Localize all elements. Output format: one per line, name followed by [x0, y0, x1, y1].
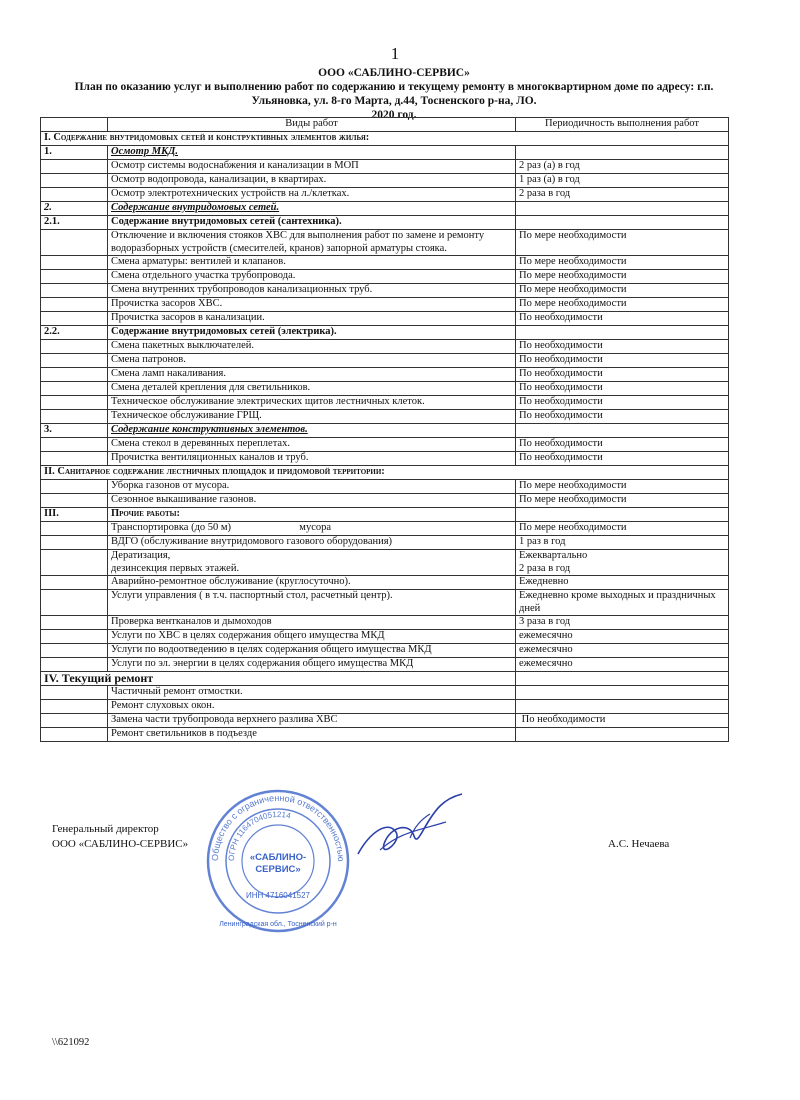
- work-cell: Уборка газонов от мусора.: [108, 480, 516, 494]
- work-cell: Услуги по эл. энергии в целях содержания общего имущества МКД: [108, 658, 516, 672]
- table-row: [41, 368, 729, 382]
- section-row: [41, 672, 729, 686]
- stamp-ogrn: ОГРН 1164704051214: [226, 809, 292, 862]
- work-cell: Смена деталей крепления для светильников.: [108, 382, 516, 396]
- period-cell: По мере необходимости: [516, 522, 729, 536]
- period-cell: Ежедневно: [516, 576, 729, 590]
- work-cell: Смена патронов.: [108, 354, 516, 368]
- period-cell: 2 раз (а) в год: [516, 160, 729, 174]
- signatory-title-line1: Генеральный директор: [52, 823, 159, 835]
- table-row: [41, 576, 729, 590]
- table-row: [41, 410, 729, 424]
- period-cell: По мере необходимости: [516, 230, 729, 256]
- work-cell: Услуги управления ( в т.ч. паспортный стол, расчетный центр).: [108, 590, 516, 616]
- period-cell: По необходимости: [516, 340, 729, 354]
- period-cell: По мере необходимости: [516, 298, 729, 312]
- work-cell: Услуги по водоотведению в целях содержания общего имущества МКД: [108, 644, 516, 658]
- table-row: [41, 590, 729, 616]
- period-cell: По необходимости: [516, 714, 729, 728]
- period-cell: 2 раза в год: [516, 188, 729, 202]
- period-cell: Ежедневно кроме выходных и праздничных дней: [516, 590, 729, 616]
- company-title: ООО «САБЛИНО-СЕРВИС»: [318, 67, 470, 79]
- work-cell: Смена пакетных выключателей.: [108, 340, 516, 354]
- period-cell: По необходимости: [516, 410, 729, 424]
- work-cell: Осмотр электротехнических устройств на л./клетках.: [108, 188, 516, 202]
- work-cell: ВДГО (обслуживание внутридомового газового оборудования): [108, 536, 516, 550]
- work-cell: Осмотр водопровода, канализации, в квартирах.: [108, 174, 516, 188]
- handwritten-signature: [350, 792, 470, 872]
- row-number: III.: [41, 508, 108, 522]
- period-cell: По мере необходимости: [516, 256, 729, 270]
- plan-title-line1: План по оказанию услуг и выполнению работ по содержанию и текущему ремонту в многоквартирном доме по адресу: г.п.: [74, 81, 714, 93]
- work-cell: Аварийно-ремонтное обслуживание (круглосуточно).: [108, 576, 516, 590]
- subsection-title: Содержание внутридомовых сетей.: [108, 202, 516, 216]
- table-row: [41, 256, 729, 270]
- stamp-center-line2: СЕРВИС»: [255, 864, 301, 875]
- table-header-row: [41, 118, 729, 132]
- table-row: [41, 616, 729, 630]
- period-cell: [516, 728, 729, 742]
- period-cell: По мере необходимости: [516, 284, 729, 298]
- table-row: [41, 438, 729, 452]
- period-cell: 3 раза в год: [516, 616, 729, 630]
- table-row: [41, 522, 729, 536]
- table-row: [41, 298, 729, 312]
- work-cell: Смена ламп накаливания.: [108, 368, 516, 382]
- stamp-center-line1: «САБЛИНО-: [249, 852, 307, 863]
- signatory-title-line2: ООО «САБЛИНО-СЕРВИС»: [52, 838, 189, 850]
- table-row: [41, 728, 729, 742]
- subsection-title: Содержание внутридомовых сетей (электрика).: [108, 326, 516, 340]
- table-row: [41, 312, 729, 326]
- table-row: [41, 550, 729, 576]
- period-cell: По необходимости: [516, 368, 729, 382]
- period-cell: ежемесячно: [516, 658, 729, 672]
- work-cell: Техническое обслуживание электрических щитов лестничных клеток.: [108, 396, 516, 410]
- period-cell: 1 раз (а) в год: [516, 174, 729, 188]
- table-row: [41, 480, 729, 494]
- table-row: [41, 700, 729, 714]
- work-cell: Ремонт светильников в подъезде: [108, 728, 516, 742]
- table-row: [41, 644, 729, 658]
- table-row: [41, 340, 729, 354]
- period-line: 2 раза в год: [519, 562, 571, 574]
- section-row: [41, 132, 729, 146]
- period-cell: По необходимости: [516, 438, 729, 452]
- work-cell: Транспортировка (до 50 м) мусора: [108, 522, 516, 536]
- stamp-ring-text: Общество с ограниченной ответственностью: [209, 792, 347, 862]
- work-cell: Ремонт слуховых окон.: [108, 700, 516, 714]
- period-cell: [516, 550, 729, 576]
- period-cell: 1 раз в год: [516, 536, 729, 550]
- row-number: 2.: [41, 202, 108, 216]
- signatory-title: [52, 822, 188, 852]
- period-cell: [516, 686, 729, 700]
- work-cell: Смена стекол в деревянных переплетах.: [108, 438, 516, 452]
- section-row: [41, 466, 729, 480]
- works-plan-table: [40, 117, 729, 742]
- subsection-row: [41, 326, 729, 340]
- period-cell: ежемесячно: [516, 630, 729, 644]
- period-cell: По необходимости: [516, 312, 729, 326]
- subsection-title: Содержание внутридомовых сетей (сантехника).: [108, 216, 516, 230]
- table-row: [41, 354, 729, 368]
- subsection-title: Содержание конструктивных элементов.: [108, 424, 516, 438]
- stamp-inn: ИНН 4716041527: [245, 891, 311, 900]
- period-cell: По мере необходимости: [516, 480, 729, 494]
- work-cell: Прочистка засоров в канализации.: [108, 312, 516, 326]
- row-number: 2.1.: [41, 216, 108, 230]
- plan-year: 2020 год.: [371, 109, 417, 121]
- section-2-title: II. Санитарное содержание лестничных площадок и придомовой территории:: [41, 466, 729, 480]
- work-cell: Услуги по ХВС в целях содержания общего имущества МКД: [108, 630, 516, 644]
- stamp-region: Ленинградская обл., Тосненский р-н: [219, 921, 337, 928]
- row-number: 1.: [41, 146, 108, 160]
- work-cell: Частичный ремонт отмостки.: [108, 686, 516, 700]
- company-stamp: [203, 786, 353, 936]
- table-row: [41, 174, 729, 188]
- section-row: [41, 508, 729, 522]
- subsection-row: [41, 146, 729, 160]
- table-row: [41, 382, 729, 396]
- table-row: [41, 714, 729, 728]
- work-line: Дератизация,: [111, 550, 171, 561]
- section-3-title: Прочие работы:: [108, 508, 516, 522]
- row-number: 2.2.: [41, 326, 108, 340]
- period-cell: По мере необходимости: [516, 270, 729, 284]
- section-4-title: IV. Текущий ремонт: [41, 672, 516, 686]
- section-1-title: I. Содержание внутридомовых сетей и конструктивных элементов жилья:: [41, 132, 729, 146]
- table-row: [41, 686, 729, 700]
- table-row: [41, 396, 729, 410]
- table-row: [41, 188, 729, 202]
- table-row: [41, 630, 729, 644]
- subsection-title: Осмотр МКД.: [108, 146, 516, 160]
- work-cell: Смена арматуры: вентилей и клапанов.: [108, 256, 516, 270]
- subsection-row: [41, 202, 729, 216]
- table-row: [41, 494, 729, 508]
- period-cell: По необходимости: [516, 396, 729, 410]
- table-row: [41, 270, 729, 284]
- work-cell: Проверка вентканалов и дымоходов: [108, 616, 516, 630]
- signatory-name: А.С. Нечаева: [608, 838, 670, 850]
- work-cell: Сезонное выкашивание газонов.: [108, 494, 516, 508]
- work-cell: Смена отдельного участка трубопровода.: [108, 270, 516, 284]
- period-line: Ежеквартально: [519, 550, 588, 561]
- work-cell: Прочистка засоров ХВС.: [108, 298, 516, 312]
- row-number: 3.: [41, 424, 108, 438]
- period-cell: [516, 700, 729, 714]
- table-row: [41, 230, 729, 256]
- work-cell: Техническое обслуживание ГРЩ.: [108, 410, 516, 424]
- work-cell: Замена части трубопровода верхнего разлива ХВС: [108, 714, 516, 728]
- work-cell: Отключение и включения стояков ХВС для выполнения работ по замене и ремонту водоразборных устройств (смесителей, кранов) запорной арматуры стояка.: [108, 230, 516, 256]
- table-row: [41, 284, 729, 298]
- period-cell: ежемесячно: [516, 644, 729, 658]
- work-line: дезинсекция первых этажей.: [111, 562, 240, 574]
- period-cell: По мере необходимости: [516, 494, 729, 508]
- col-works-header: Виды работ: [108, 118, 516, 132]
- work-cell: [108, 550, 516, 576]
- table-row: [41, 536, 729, 550]
- period-cell: По необходимости: [516, 452, 729, 466]
- work-cell: Прочистка вентиляционных каналов и труб.: [108, 452, 516, 466]
- page-number: 1: [390, 44, 400, 63]
- work-cell: Смена внутренних трубопроводов канализационных труб.: [108, 284, 516, 298]
- col-period-header: Периодичность выполнения работ: [516, 118, 729, 132]
- period-cell: По необходимости: [516, 382, 729, 396]
- document-number: \\621092: [52, 1037, 90, 1048]
- plan-title-line2: Ульяновка, ул. 8-го Марта, д.44, Тосненского р-на, ЛО.: [251, 95, 537, 107]
- table-row: [41, 452, 729, 466]
- table-row: [41, 160, 729, 174]
- subsection-row: [41, 216, 729, 230]
- period-cell: По необходимости: [516, 354, 729, 368]
- work-cell: Осмотр системы водоснабжения и канализации в МОП: [108, 160, 516, 174]
- table-row: [41, 658, 729, 672]
- subsection-row: [41, 424, 729, 438]
